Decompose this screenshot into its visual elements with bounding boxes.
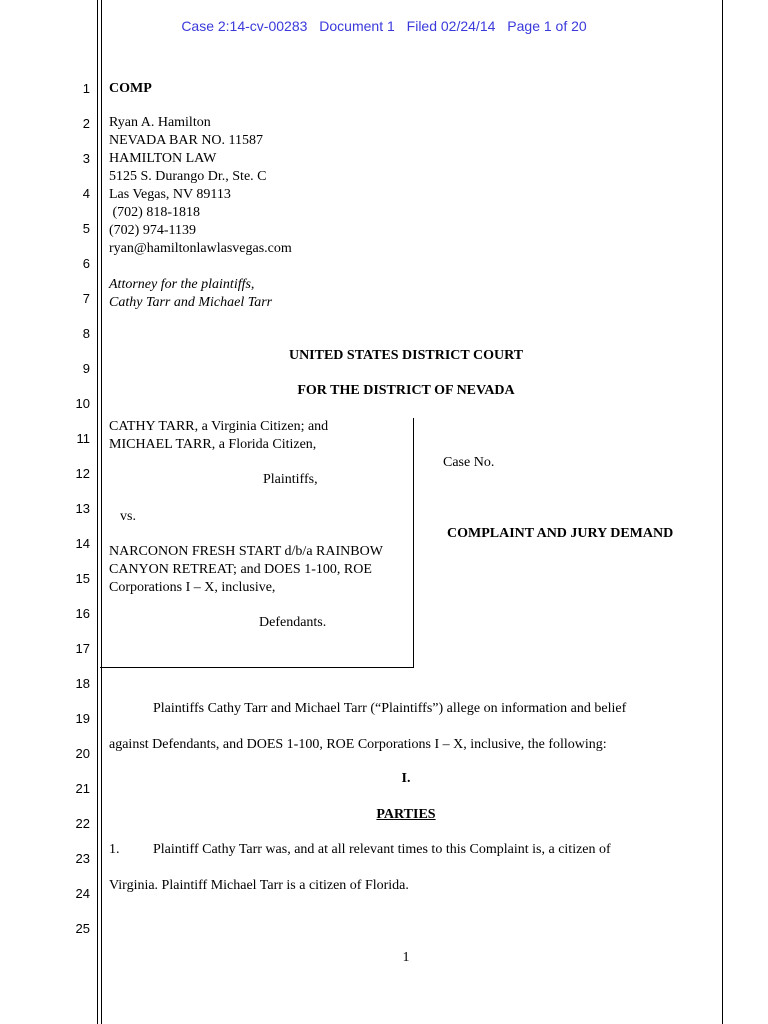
case-no-label: Case No. <box>443 455 495 470</box>
left-margin-rule-inner <box>101 0 102 1024</box>
line-number: 3 <box>82 151 90 166</box>
document-code: COMP <box>109 81 152 96</box>
attorney-role-line-1: Attorney for the plaintiffs, <box>109 277 255 292</box>
firm-name: HAMILTON LAW <box>109 151 217 166</box>
paragraph-number: 1. <box>109 842 120 857</box>
case-header <box>0 18 768 34</box>
page-number: 1 <box>402 950 410 965</box>
attorney-role-line-2: Cathy Tarr and Michael Tarr <box>109 295 273 310</box>
line-number: 16 <box>75 606 90 621</box>
line-number: 4 <box>82 186 90 201</box>
phone-2: (702) 974-1139 <box>109 223 196 238</box>
line-number: 8 <box>82 326 90 341</box>
plaintiff-line-2: MICHAEL TARR, a Florida Citizen, <box>109 437 317 452</box>
defendant-line-3: Corporations I – X, inclusive, <box>109 580 276 595</box>
section-title <box>100 806 712 824</box>
filed-date: Filed 02/24/14 <box>406 18 496 34</box>
section-number: I. <box>401 771 411 786</box>
court-name: UNITED STATES DISTRICT COURT <box>288 348 524 363</box>
line-number: 15 <box>75 571 90 586</box>
bar-number: NEVADA BAR NO. 11587 <box>109 133 264 148</box>
defendants-label: Defendants. <box>259 615 327 630</box>
intro-line-2: against Defendants, and DOES 1-100, ROE Corporations I – X, inclusive, the following: <box>109 737 607 752</box>
left-margin-rule-outer <box>97 0 98 1024</box>
right-margin-rule <box>722 0 723 1024</box>
line-number: 12 <box>75 466 90 481</box>
caption-box-bottom-border <box>100 667 414 668</box>
line-number: 2 <box>82 116 90 131</box>
line-number: 20 <box>75 746 90 761</box>
versus-label: vs. <box>120 509 136 524</box>
line-number: 10 <box>75 396 90 411</box>
line-number: 11 <box>76 431 90 446</box>
paragraph-1-line-1: Plaintiff Cathy Tarr was, and at all relevant times to this Complaint is, a citizen of <box>153 842 611 857</box>
defendant-line-1: NARCONON FRESH START d/b/a RAINBOW <box>109 544 383 559</box>
plaintiff-line-1: CATHY TARR, a Virginia Citizen; and <box>109 419 329 434</box>
line-number: 13 <box>75 501 90 516</box>
defendant-line-2: CANYON RETREAT; and DOES 1-100, ROE <box>109 562 372 577</box>
line-number: 5 <box>82 221 90 236</box>
line-number: 7 <box>82 291 90 306</box>
complaint-title: COMPLAINT AND JURY DEMAND <box>447 526 674 541</box>
phone-1: (702) 818-1818 <box>109 205 200 220</box>
line-number: 23 <box>75 851 90 866</box>
line-number: 17 <box>75 641 90 656</box>
intro-line-1: Plaintiffs Cathy Tarr and Michael Tarr (“Plaintiffs”) allege on information and belief <box>153 701 627 716</box>
line-number: 24 <box>75 886 90 901</box>
line-number: 19 <box>75 711 90 726</box>
line-number: 1 <box>82 81 90 96</box>
document-number: Document 1 <box>319 18 395 34</box>
page-indicator: Page 1 of 20 <box>507 18 587 34</box>
line-number: 14 <box>75 536 90 551</box>
line-number: 25 <box>75 921 90 936</box>
attorney-name: Ryan A. Hamilton <box>109 115 211 130</box>
address-line-2: Las Vegas, NV 89113 <box>109 187 231 202</box>
line-number: 22 <box>75 816 90 831</box>
address-line-1: 5125 S. Durango Dr., Ste. C <box>109 169 267 184</box>
case-number: Case 2:14-cv-00283 <box>181 18 308 34</box>
court-district: FOR THE DISTRICT OF NEVADA <box>297 383 515 398</box>
section-title-text: PARTIES <box>376 807 436 822</box>
plaintiffs-label: Plaintiffs, <box>263 472 318 487</box>
line-number: 18 <box>75 676 90 691</box>
line-number: 9 <box>82 361 90 376</box>
paragraph-1-line-2: Virginia. Plaintiff Michael Tarr is a citizen of Florida. <box>109 878 409 893</box>
line-number: 21 <box>75 781 90 796</box>
caption-box-right-border <box>413 418 414 668</box>
line-number: 6 <box>82 256 90 271</box>
email: ryan@hamiltonlawlasvegas.com <box>109 241 292 256</box>
